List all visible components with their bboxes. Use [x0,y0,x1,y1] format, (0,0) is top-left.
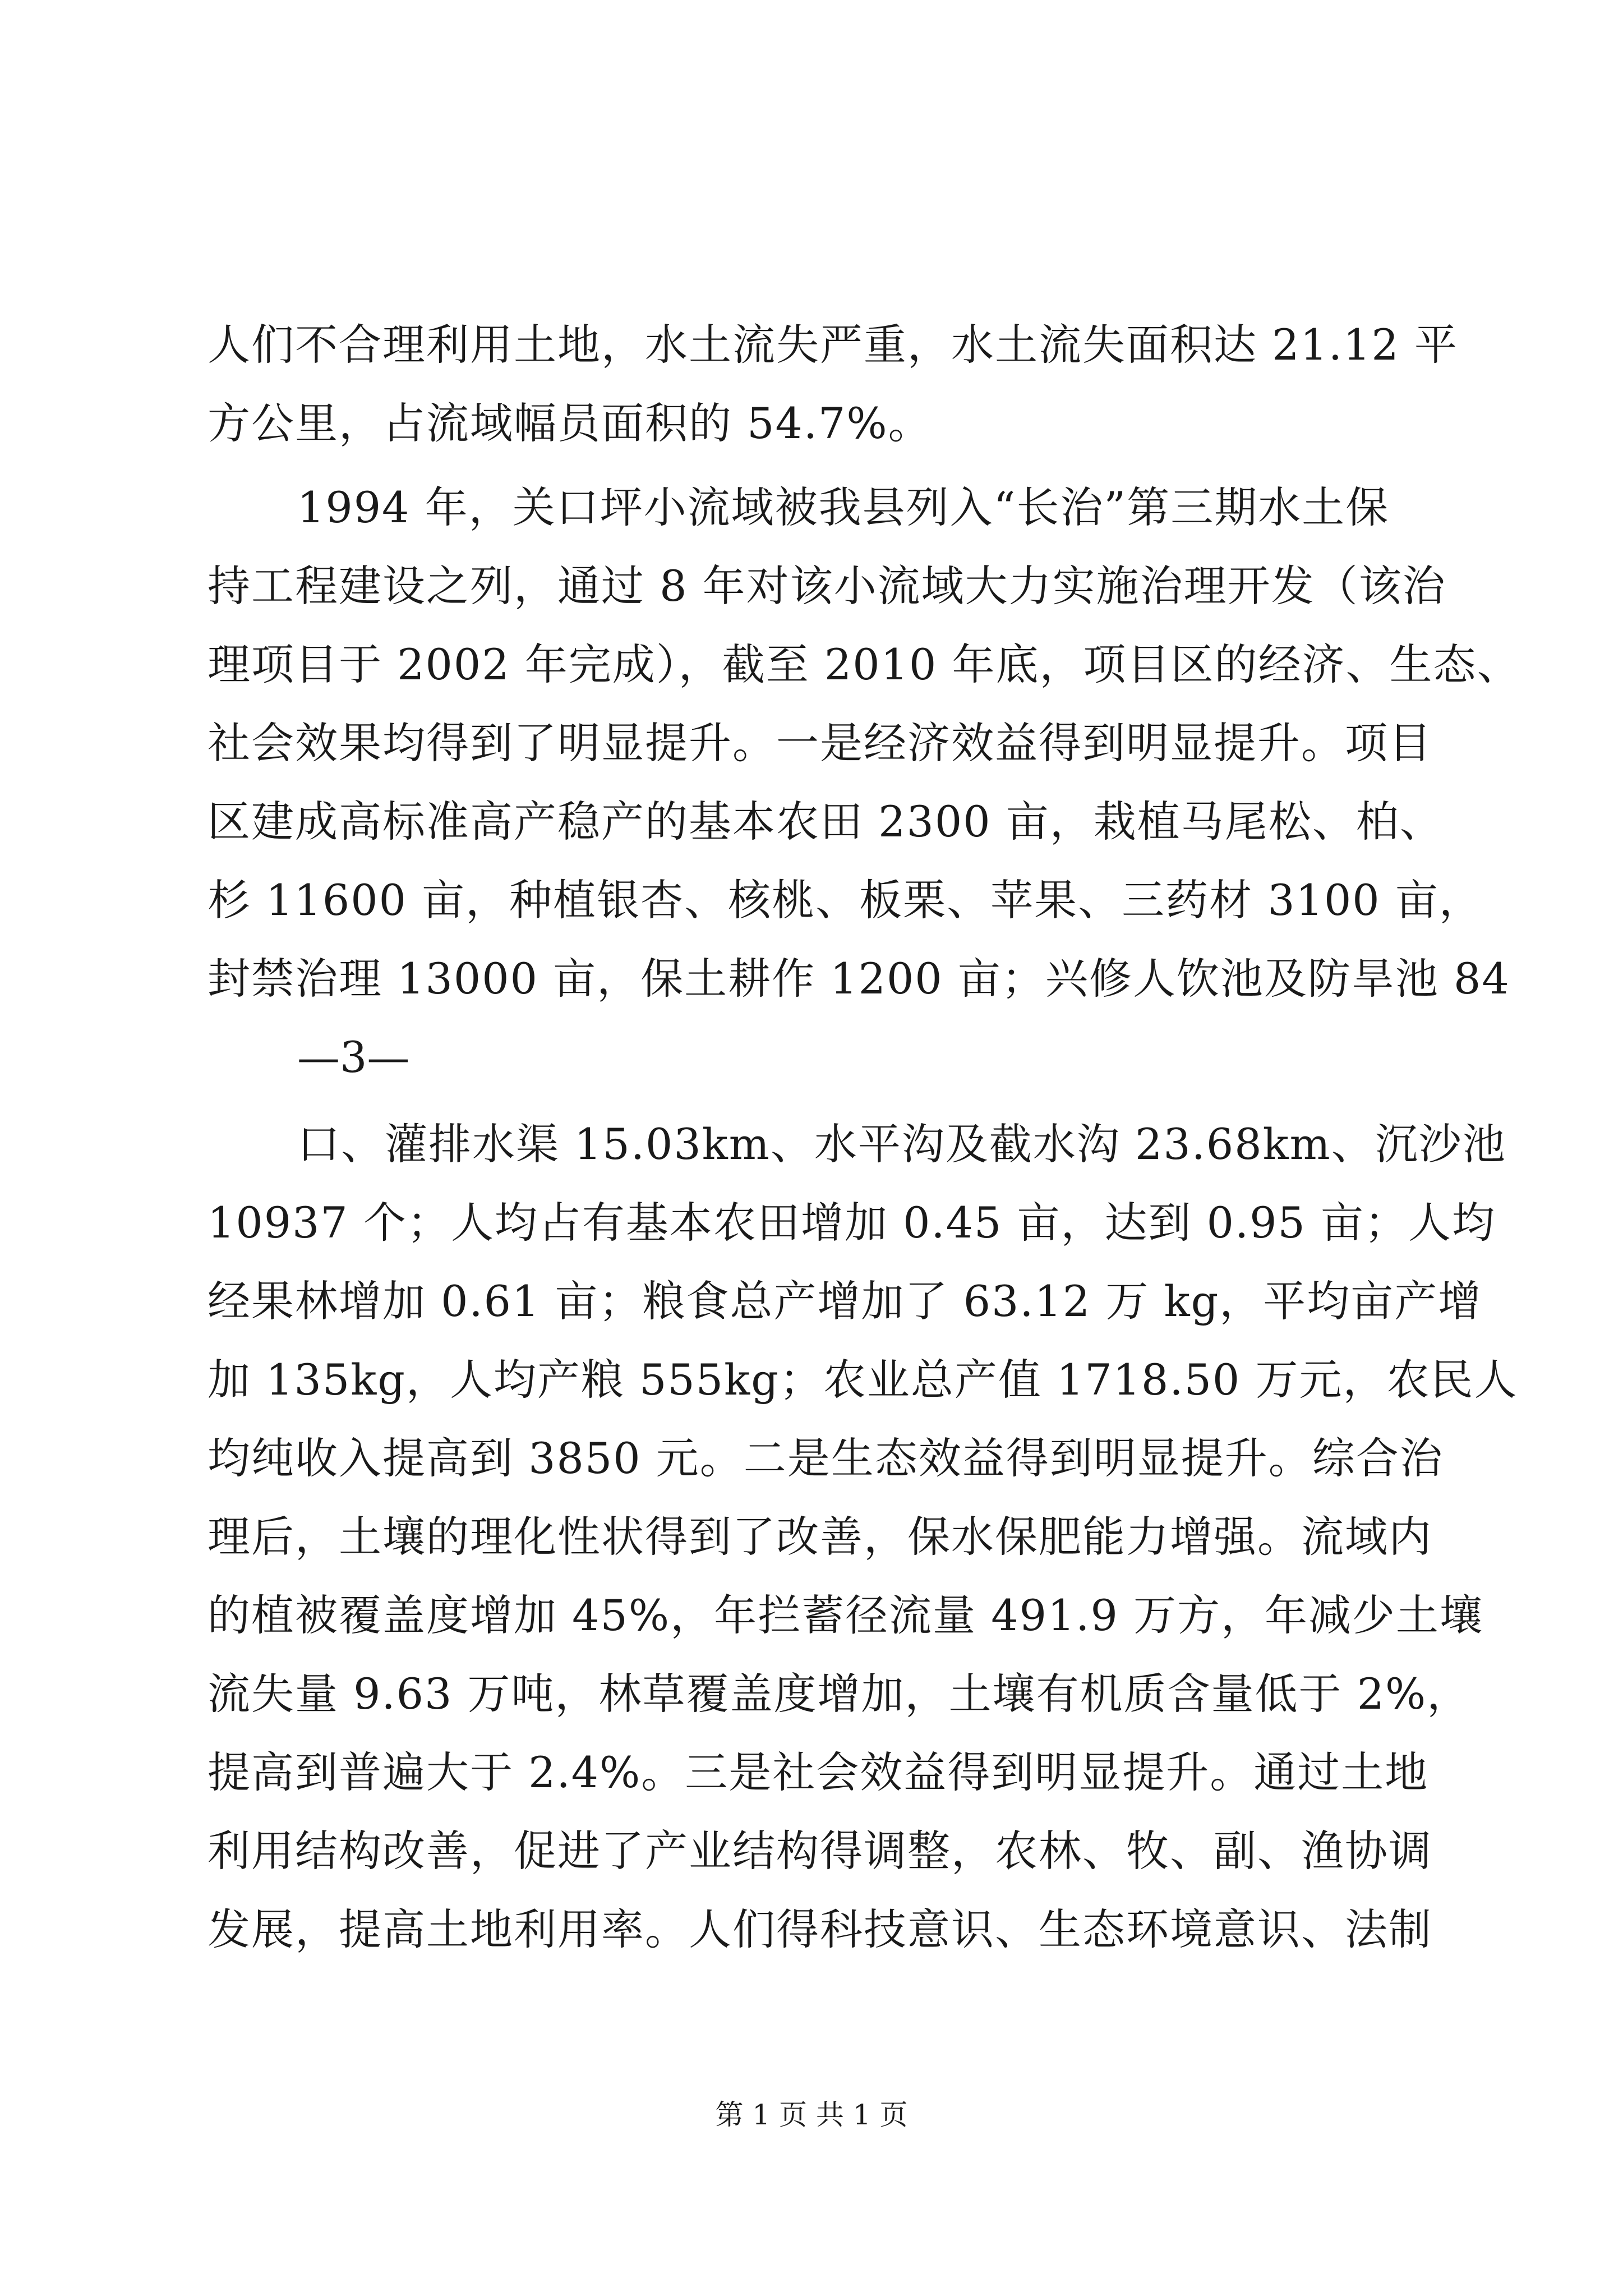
body-line: 均纯收入提高到 3850 元。二是生态效益得到明显提升。综合治 [208,1433,1444,1483]
body-line: 的植被覆盖度增加 45%，年拦蓄径流量 491.9 万方，年减少土壤 [208,1590,1483,1640]
body-line: 口、灌排水渠 15.03km、水平沟及截水沟 23.68km、沉沙池 [297,1119,1506,1169]
body-line: 流失量 9.63 万吨，林草覆盖度增加，土壤有机质含量低于 2%， [208,1669,1471,1719]
body-line: 持工程建设之列，通过 8 年对该小流域大力实施治理开发（该治 [208,561,1446,611]
body-line: 经果林增加 0.61 亩；粮食总产增加了 63.12 万 kg，平均亩产增 [208,1276,1482,1326]
page-number-marker: —3— [297,1032,410,1082]
page-footer: 第 1 页 共 1 页 [715,2099,908,2131]
body-line: 10937 个；人均占有基本农田增加 0.45 亩，达到 0.95 亩；人均 [208,1198,1496,1248]
body-line: 加 135kg，人均产粮 555kg；农业总产值 1718.50 万元，农民人 [208,1355,1518,1405]
body-line: 理后，土壤的理化性状得到了改善，保水保肥能力增强。流域内 [208,1512,1432,1562]
body-line: 利用结构改善，促进了产业结构得调整，农林、牧、副、渔协调 [208,1826,1432,1876]
body-line: 理项目于 2002 年完成），截至 2010 年底，项目区的经济、生态、 [208,639,1521,689]
body-line: 提高到普遍大于 2.4%。三是社会效益得到明显提升。通过土地 [208,1747,1429,1797]
paragraph-first-line: 1994 年，关口坪小流域被我县列入“长治”第三期水土保 [297,482,1390,532]
body-line: 区建成高标准高产稳产的基本农田 2300 亩，栽植马尾松、柏、 [208,797,1444,846]
body-line: 方公里，占流域幅员面积的 54.7%。 [208,398,932,448]
body-line: 封禁治理 13000 亩，保土耕作 1200 亩；兴修人饮池及防旱池 84 [208,954,1510,1004]
body-line: 社会效果均得到了明显提升。一是经济效益得到明显提升。项目 [208,718,1432,768]
body-line: 杉 11600 亩，种植银杏、核桃、板栗、苹果、三药材 3100 亩， [208,875,1483,925]
body-line: 发展，提高土地利用率。人们得科技意识、生态环境意识、法制 [208,1904,1432,1954]
body-line: 人们不合理利用土地，水土流失严重，水土流失面积达 21.12 平 [208,320,1458,370]
